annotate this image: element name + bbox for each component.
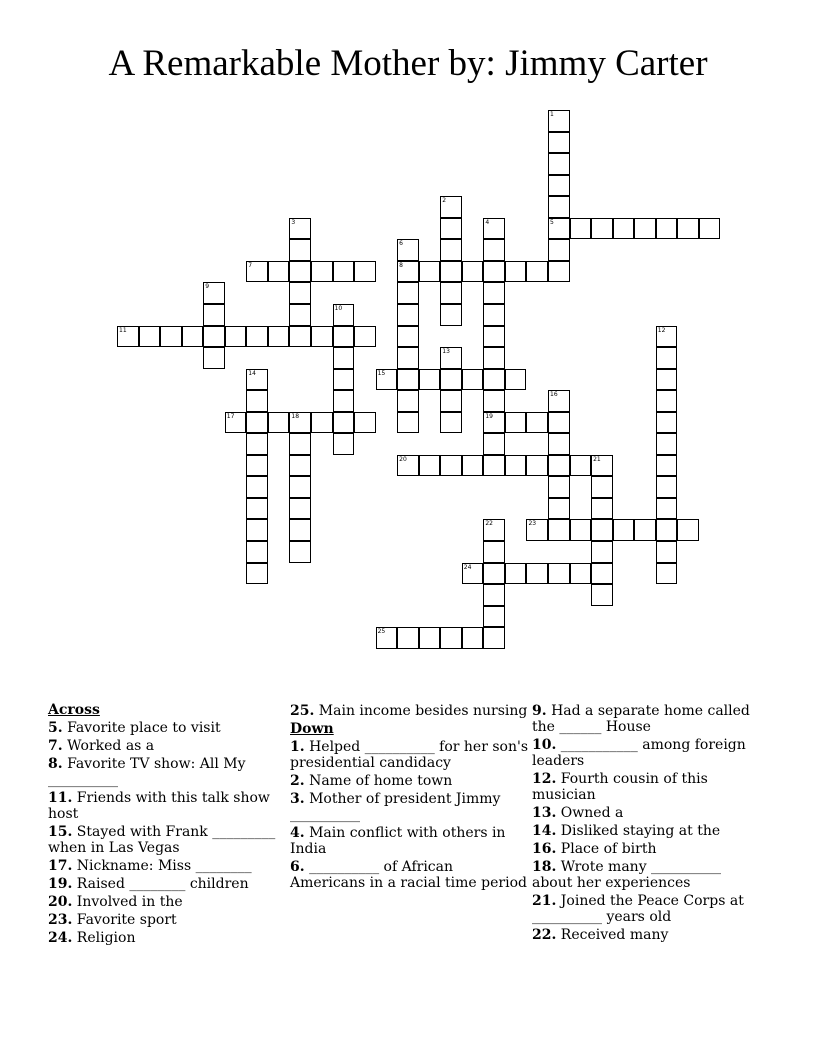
grid-cell[interactable] — [333, 369, 355, 391]
grid-cell[interactable] — [246, 519, 268, 541]
grid-cell[interactable] — [311, 261, 333, 283]
grid-cell[interactable] — [311, 412, 333, 434]
grid-cell[interactable] — [483, 390, 505, 412]
cell-number: 13 — [442, 348, 450, 356]
grid-cell[interactable] — [246, 326, 268, 348]
grid-cell[interactable] — [225, 326, 247, 348]
grid-cell[interactable] — [483, 455, 505, 477]
clue-number: 14. — [532, 823, 557, 839]
clue-number: 24. — [48, 930, 73, 946]
grid-cell[interactable] — [203, 282, 225, 304]
grid-cell[interactable] — [462, 563, 484, 585]
grid-cell[interactable] — [656, 369, 678, 391]
grid-cell[interactable] — [289, 239, 311, 261]
clue-item — [48, 720, 288, 736]
clue-text: Raised ________ children — [72, 876, 249, 892]
grid-cell[interactable] — [440, 627, 462, 649]
clue-text: Fourth cousin of this musician — [532, 771, 708, 803]
clue-item — [48, 824, 288, 856]
clue-number: 8. — [48, 756, 63, 772]
across-header: Across — [48, 702, 100, 718]
cell-number: 8 — [399, 261, 403, 269]
clue-item — [532, 927, 762, 943]
clue-item — [532, 823, 762, 839]
grid-cell[interactable] — [333, 390, 355, 412]
grid-cell[interactable] — [182, 326, 204, 348]
clue-number: 23. — [48, 912, 73, 928]
clue-item — [290, 739, 530, 771]
grid-cell[interactable] — [246, 455, 268, 477]
grid-cell[interactable] — [225, 412, 247, 434]
clue-item — [532, 859, 762, 891]
cell-number: 2 — [442, 197, 447, 205]
clues-column-2 — [290, 703, 530, 893]
clue-item — [532, 771, 762, 803]
grid-cell[interactable] — [440, 455, 462, 477]
grid-cell[interactable] — [333, 261, 355, 283]
clue-text: Place of birth — [556, 841, 657, 857]
cell-number: 24 — [463, 563, 472, 571]
clue-text: Nickname: Miss ________ — [72, 858, 252, 874]
grid-cell[interactable] — [289, 304, 311, 326]
grid-cell[interactable] — [289, 541, 311, 563]
grid-cell[interactable] — [548, 563, 570, 585]
grid-cell[interactable] — [483, 347, 505, 369]
grid-cell[interactable] — [419, 369, 441, 391]
cell-number: 11 — [119, 326, 127, 334]
grid-cell[interactable] — [656, 498, 678, 520]
grid-cell[interactable] — [570, 218, 592, 240]
grid-cell[interactable] — [440, 390, 462, 412]
grid-cell[interactable] — [397, 390, 419, 412]
grid-cell[interactable] — [570, 455, 592, 477]
grid-cell[interactable] — [483, 584, 505, 606]
grid-cell[interactable] — [591, 498, 613, 520]
cell-number: 22 — [485, 520, 493, 528]
cell-number: 16 — [550, 391, 558, 399]
clue-number: 16. — [532, 841, 557, 857]
grid-cell[interactable] — [333, 347, 355, 369]
grid-cell[interactable] — [613, 519, 635, 541]
clue-number: 7. — [48, 738, 63, 754]
cell-number: 12 — [657, 326, 666, 334]
grid-cell[interactable] — [548, 498, 570, 520]
grid-cell[interactable] — [397, 627, 419, 649]
clue-number: 25. — [290, 703, 315, 719]
clue-item — [290, 825, 530, 857]
clue-item — [48, 912, 288, 928]
grid-cell[interactable] — [505, 455, 527, 477]
clue-text: Stayed with Frank _________ when in Las Vegas — [48, 824, 276, 856]
cell-number: 17 — [226, 412, 235, 420]
clue-number: 9. — [532, 703, 547, 719]
grid-cell[interactable] — [656, 390, 678, 412]
grid-cell[interactable] — [548, 196, 570, 218]
grid-cell[interactable] — [246, 563, 268, 585]
clue-text: Wrote many __________ about her experiences — [532, 859, 722, 891]
clue-item — [290, 773, 530, 789]
grid-cell[interactable] — [333, 433, 355, 455]
cell-number: 9 — [205, 283, 210, 291]
grid-cell[interactable] — [505, 412, 527, 434]
grid-cell[interactable] — [483, 433, 505, 455]
grid-cell[interactable] — [548, 390, 570, 412]
cell-number: 21 — [593, 455, 601, 463]
clue-item — [48, 876, 288, 892]
down-header: Down — [290, 721, 334, 737]
grid-cell[interactable] — [289, 519, 311, 541]
cell-number: 20 — [399, 455, 407, 463]
clue-number: 19. — [48, 876, 73, 892]
grid-cell[interactable] — [440, 218, 462, 240]
clue-text: Disliked staying at the — [556, 823, 721, 839]
clue-number: 22. — [532, 927, 557, 943]
grid-cell[interactable] — [246, 541, 268, 563]
clue-number: 21. — [532, 893, 557, 909]
grid-cell[interactable] — [656, 455, 678, 477]
puzzle-title: A Remarkable Mother by: Jimmy Carter — [108, 43, 708, 84]
cell-number: 14 — [248, 369, 256, 377]
clue-item — [48, 756, 288, 788]
grid-cell[interactable] — [289, 476, 311, 498]
grid-cell[interactable] — [333, 326, 355, 348]
clue-item — [532, 841, 762, 857]
grid-cell[interactable] — [333, 412, 355, 434]
clue-text: Main income besides nursing — [314, 703, 528, 719]
grid-cell[interactable] — [397, 369, 419, 391]
grid-cell[interactable] — [483, 519, 505, 541]
grid-cell[interactable] — [440, 196, 462, 218]
cell-number: 19 — [485, 412, 493, 420]
grid-cell[interactable] — [440, 369, 462, 391]
grid-cell[interactable] — [440, 304, 462, 326]
clue-text: Joined the Peace Corps at __________ years old — [532, 893, 744, 925]
grid-cell[interactable] — [289, 433, 311, 455]
grid-cell[interactable] — [160, 326, 182, 348]
grid-cell[interactable] — [483, 218, 505, 240]
grid-cell[interactable] — [419, 627, 441, 649]
grid-cell[interactable] — [440, 347, 462, 369]
clue-number: 13. — [532, 805, 557, 821]
grid-cell[interactable] — [268, 412, 290, 434]
clue-text: Helped __________ for her son's presidential candidacy — [290, 739, 529, 771]
grid-cell[interactable] — [397, 282, 419, 304]
clue-item — [48, 930, 288, 946]
clue-item — [48, 894, 288, 910]
grid-cell[interactable] — [505, 369, 527, 391]
grid-cell[interactable] — [526, 261, 548, 283]
grid-cell[interactable] — [462, 455, 484, 477]
grid-cell[interactable] — [656, 433, 678, 455]
clue-item — [532, 805, 762, 821]
grid-cell[interactable] — [483, 627, 505, 649]
clue-number: 3. — [290, 791, 305, 807]
clue-number: 18. — [532, 859, 557, 875]
grid-cell[interactable] — [526, 563, 548, 585]
grid-cell[interactable] — [548, 261, 570, 283]
grid-cell[interactable] — [505, 563, 527, 585]
grid-cell[interactable] — [483, 304, 505, 326]
grid-cell[interactable] — [677, 218, 699, 240]
grid-cell[interactable] — [591, 519, 613, 541]
grid-cell[interactable] — [268, 326, 290, 348]
grid-cell[interactable] — [397, 347, 419, 369]
grid-cell[interactable] — [677, 519, 699, 541]
grid-cell[interactable] — [483, 412, 505, 434]
grid-cell[interactable] — [440, 282, 462, 304]
grid-cell[interactable] — [656, 326, 678, 348]
clue-number: 2. — [290, 773, 305, 789]
grid-cell[interactable] — [505, 261, 527, 283]
clue-text: Friends with this talk show host — [48, 790, 270, 822]
clue-item — [290, 859, 530, 891]
cell-number: 6 — [399, 240, 403, 248]
grid-cell[interactable] — [591, 218, 613, 240]
grid-cell[interactable] — [376, 627, 398, 649]
grid-cell[interactable] — [397, 261, 419, 283]
clue-number: 17. — [48, 858, 73, 874]
clue-text: Had a separate home called the ______ House — [532, 703, 750, 735]
clue-item — [290, 703, 530, 719]
cell-number: 7 — [248, 261, 253, 269]
grid-cell[interactable] — [483, 541, 505, 563]
grid-cell[interactable] — [656, 347, 678, 369]
grid-cell[interactable] — [289, 282, 311, 304]
cell-number: 3 — [291, 218, 296, 226]
grid-cell[interactable] — [548, 239, 570, 261]
grid-cell[interactable] — [656, 412, 678, 434]
grid-cell[interactable] — [591, 476, 613, 498]
grid-cell[interactable] — [333, 304, 355, 326]
clue-text: ___________ among foreign leaders — [532, 737, 746, 769]
clue-text: Received many — [556, 927, 669, 943]
cell-number: 1 — [550, 111, 554, 118]
grid-cell[interactable] — [354, 412, 376, 434]
grid-cell[interactable] — [548, 132, 570, 154]
clue-text: __________ of African Americans in a racial time period — [290, 859, 527, 891]
grid-cell[interactable] — [246, 476, 268, 498]
grid-cell[interactable] — [246, 261, 268, 283]
grid-cell[interactable] — [419, 261, 441, 283]
clue-text: Favorite sport — [72, 912, 177, 928]
clue-number: 5. — [48, 720, 63, 736]
clues-column-3 — [532, 703, 762, 945]
clue-item — [48, 858, 288, 874]
clue-number: 15. — [48, 824, 73, 840]
grid-cell[interactable] — [289, 261, 311, 283]
clue-text: Mother of president Jimmy __________ — [290, 791, 501, 823]
grid-cell[interactable] — [246, 369, 268, 391]
clue-text: Favorite place to visit — [62, 720, 221, 736]
grid-cell[interactable] — [483, 239, 505, 261]
cell-number: 10 — [334, 304, 343, 312]
clues-column-1 — [48, 701, 288, 948]
grid-cell[interactable] — [526, 519, 548, 541]
grid-cell[interactable] — [483, 606, 505, 628]
grid-cell[interactable] — [699, 218, 721, 240]
grid-cell[interactable] — [440, 261, 462, 283]
grid-cell[interactable] — [548, 153, 570, 175]
grid-cell[interactable] — [548, 476, 570, 498]
grid-cell[interactable] — [656, 476, 678, 498]
cell-number: 23 — [528, 520, 537, 528]
grid-cell[interactable] — [203, 326, 225, 348]
clue-text: Owned a — [556, 805, 624, 821]
grid-cell[interactable] — [548, 519, 570, 541]
clue-number: 10. — [532, 737, 557, 753]
grid-cell[interactable] — [591, 541, 613, 563]
grid-cell[interactable] — [656, 218, 678, 240]
grid-cell[interactable] — [419, 455, 441, 477]
grid-cell[interactable] — [289, 218, 311, 240]
grid-cell[interactable] — [440, 412, 462, 434]
grid-cell[interactable] — [397, 455, 419, 477]
grid-cell[interactable] — [462, 261, 484, 283]
grid-cell[interactable] — [483, 563, 505, 585]
grid-cell[interactable] — [570, 563, 592, 585]
grid-cell[interactable] — [548, 433, 570, 455]
cell-number: 18 — [291, 412, 300, 420]
clue-item — [290, 791, 530, 823]
clue-number: 20. — [48, 894, 73, 910]
clue-text: Favorite TV show: All My __________ — [48, 756, 246, 788]
grid-cell[interactable] — [526, 412, 548, 434]
grid-cell[interactable] — [246, 433, 268, 455]
grid-cell[interactable] — [139, 326, 161, 348]
grid-cell[interactable] — [591, 455, 613, 477]
grid-cell[interactable] — [656, 563, 678, 585]
grid-cell[interactable] — [440, 239, 462, 261]
grid-cell[interactable] — [548, 175, 570, 197]
cell-number: 5 — [550, 218, 554, 226]
grid-cell[interactable] — [591, 563, 613, 585]
cell-number: 15 — [377, 369, 386, 377]
grid-cell[interactable] — [117, 326, 139, 348]
grid-cell[interactable] — [656, 541, 678, 563]
clue-item — [48, 790, 288, 822]
clue-number: 1. — [290, 739, 305, 755]
grid-cell[interactable] — [634, 218, 656, 240]
grid-cell[interactable] — [483, 282, 505, 304]
grid-cell[interactable] — [570, 519, 592, 541]
grid-cell[interactable] — [354, 261, 376, 283]
grid-cell[interactable] — [483, 326, 505, 348]
grid-cell[interactable] — [462, 369, 484, 391]
grid-cell[interactable] — [268, 261, 290, 283]
grid-cell[interactable] — [397, 412, 419, 434]
grid-cell[interactable] — [613, 218, 635, 240]
clue-number: 6. — [290, 859, 305, 875]
clue-text: Religion — [72, 930, 136, 946]
clue-text: Involved in the — [72, 894, 183, 910]
grid-cell[interactable] — [548, 455, 570, 477]
grid-cell[interactable] — [246, 498, 268, 520]
grid-cell[interactable] — [591, 584, 613, 606]
grid-cell[interactable] — [376, 369, 398, 391]
clue-number: 4. — [290, 825, 305, 841]
grid-cell[interactable] — [397, 239, 419, 261]
clue-text: Main conflict with others in India — [290, 825, 506, 857]
clue-text: Worked as a — [62, 738, 155, 754]
grid-cell[interactable] — [246, 390, 268, 412]
grid-cell[interactable] — [311, 326, 333, 348]
clue-item — [532, 703, 762, 735]
grid-cell[interactable] — [483, 369, 505, 391]
grid-cell[interactable] — [289, 455, 311, 477]
cell-number: 25 — [377, 628, 386, 636]
clue-item — [532, 737, 762, 769]
grid-cell[interactable] — [289, 412, 311, 434]
grid-cell[interactable] — [656, 519, 678, 541]
grid-cell[interactable] — [548, 412, 570, 434]
grid-cell[interactable] — [397, 326, 419, 348]
grid-cell[interactable] — [203, 304, 225, 326]
grid-cell[interactable] — [548, 110, 570, 132]
clue-number: 12. — [532, 771, 557, 787]
grid-cell[interactable] — [397, 304, 419, 326]
grid-cell[interactable] — [354, 326, 376, 348]
grid-cell[interactable] — [289, 498, 311, 520]
clue-item — [48, 738, 288, 754]
cell-number: 4 — [485, 218, 490, 226]
grid-cell[interactable] — [462, 627, 484, 649]
grid-cell[interactable] — [203, 347, 225, 369]
grid-cell[interactable] — [634, 519, 656, 541]
grid-cell[interactable] — [483, 261, 505, 283]
clue-number: 11. — [48, 790, 73, 806]
grid-cell[interactable] — [246, 412, 268, 434]
clue-item — [532, 893, 762, 925]
grid-cell[interactable] — [548, 218, 570, 240]
clue-text: Name of home town — [304, 773, 453, 789]
grid-cell[interactable] — [526, 455, 548, 477]
grid-cell[interactable] — [289, 326, 311, 348]
